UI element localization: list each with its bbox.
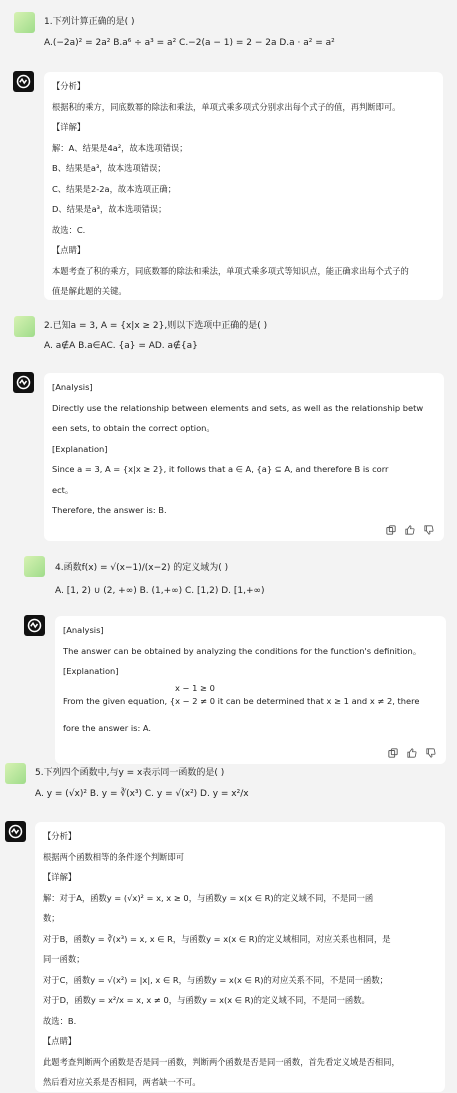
answer-line: D、结果是a³，故本选项错误；: [52, 204, 167, 214]
question-2-title: 2.已知a = 3, A = {x|x ≥ 2},则以下选项中正确的是( ): [44, 321, 268, 331]
bot-logo-icon: [27, 618, 42, 633]
answer-line: [Analysis]: [63, 625, 104, 635]
answer-line: The answer can be obtained by analyzing the conditions for the function's definition。: [63, 645, 422, 656]
answer-line: From the given equation, {x − 2 ≠ 0 it can be determined that x ≥ 1 and x ≠ 2, there: [63, 695, 420, 706]
thumbs-up-icon[interactable]: [407, 748, 417, 758]
bot-logo-icon: [16, 375, 31, 390]
answer-line: 解：A、结果是4a²，故本选项错误；: [52, 142, 188, 153]
answer-line: C、结果是2-2a，故本选项正确；: [52, 183, 176, 194]
question-4-options: A. [1, 2) ∪ (2, +∞) B. (1,+∞) C. [1,2) D. [1,+∞): [55, 586, 265, 596]
user-avatar: [14, 316, 35, 337]
feedback-bar: [388, 748, 436, 758]
answer-line: 【详解】: [43, 872, 77, 882]
thumbs-down-icon[interactable]: [426, 748, 436, 758]
bot-logo-icon: [16, 74, 31, 89]
answer-line: x − 1 ≥ 0: [175, 682, 215, 693]
answer-line: 本题考查了积的乘方，同底数幂的除法和乘法，单项式乘多项式等知识点，能正确求出每个式子的: [52, 265, 409, 276]
feedback-bar: [386, 525, 434, 535]
answer-line: 【分析】: [52, 81, 86, 91]
answer-line: 然后看对应关系是否相同，两者缺一不可。: [43, 1077, 201, 1087]
bot-logo-icon: [8, 824, 23, 839]
answer-line: 故选：B.: [43, 1015, 77, 1026]
question-4-title: 4.函数f(x) = √(x−1)/(x−2) 的定义域为( ): [55, 563, 229, 573]
answer-line: 同一函数；: [43, 954, 85, 964]
answer-line: Directly use the relationship between elements and sets, as well as the relationship betw: [52, 402, 424, 413]
answer-line: [Explanation]: [63, 666, 119, 676]
bot-avatar: [13, 372, 34, 393]
answer-line: 值是解此题的关键。: [52, 286, 127, 296]
answer-line: 根据两个函数相等的条件逐个判断即可: [43, 851, 185, 862]
answer-line: Therefore, the answer is: B.: [52, 505, 167, 515]
answer-line: [Explanation]: [52, 443, 108, 454]
answer-card-4: [55, 616, 446, 764]
answer-card-2: [44, 373, 444, 541]
answer-line: 此题考查判断两个函数是否是同一函数，判断两个函数是否是同一函数，首先看定义域是否相同，: [43, 1056, 400, 1067]
question-5-title: 5.下列四个函数中,与y = x表示同一函数的是( ): [35, 768, 225, 778]
thumbs-up-icon[interactable]: [405, 525, 415, 535]
question-1-options: A.(−2a)² = 2a² B.a⁶ ÷ a³ = a² C.−2(a − 1) = 2 − 2a D.a · a² = a²: [44, 38, 335, 48]
user-avatar: [24, 556, 45, 577]
answer-line: [Analysis]: [52, 382, 93, 392]
answer-card-1: [44, 72, 443, 300]
question-5-options: A. y = (√x)² B. y = ∛(x³) C. y = √(x²) D. y = x²/x: [35, 789, 249, 799]
copy-icon[interactable]: [386, 525, 396, 535]
answer-line: 【点睛】: [52, 245, 86, 255]
answer-line: fore the answer is: A.: [63, 722, 152, 733]
question-2-options: A. a∉A B.a∈AC. {a} = AD. a∉{a}: [44, 341, 198, 351]
answer-line: 【点睛】: [43, 1036, 77, 1046]
answer-card-5: [35, 822, 445, 1092]
user-avatar: [5, 763, 26, 784]
answer-line: 故选：C.: [52, 224, 86, 235]
answer-line: 根据积的乘方，同底数幂的除法和乘法，单项式乘多项式分别求出每个式子的值，再判断即可。: [52, 101, 401, 112]
user-avatar: [14, 12, 35, 33]
answer-line: een sets, to obtain the correct option。: [52, 423, 215, 433]
answer-line: 对于B，函数y = ∛(x³) = x, x ∈ R，与函数y = x(x ∈ R)的定义域相同，对应关系也相同，是: [43, 933, 391, 944]
bot-avatar: [13, 71, 34, 92]
answer-line: 【详解】: [52, 122, 86, 132]
bot-avatar: [5, 821, 26, 842]
copy-icon[interactable]: [388, 748, 398, 758]
answer-line: 数；: [43, 913, 60, 923]
question-1-title: 1.下列计算正确的是( ): [44, 17, 135, 27]
answer-line: 对于D，函数y = x²/x = x, x ≠ 0，与函数y = x(x ∈ R)的定义域不同，不是同一函数。: [43, 995, 370, 1005]
answer-line: 【分析】: [43, 831, 77, 841]
bot-avatar: [24, 615, 45, 636]
thumbs-down-icon[interactable]: [424, 525, 434, 535]
answer-line: B、结果是a³，故本选项错误；: [52, 163, 166, 173]
answer-line: Since a = 3, A = {x|x ≥ 2}, it follows that a ∈ A, {a} ⊆ A, and therefore B is corr: [52, 464, 389, 474]
answer-line: 对于C，函数y = √(x²) = |x|, x ∈ R，与函数y = x(x ∈ R)的对应关系不同，不是同一函数；: [43, 974, 388, 985]
answer-line: ect。: [52, 484, 74, 495]
answer-line: 解：对于A，函数y = (√x)² = x, x ≥ 0，与函数y = x(x ∈ R)的定义域不同，不是同一函: [43, 892, 374, 903]
